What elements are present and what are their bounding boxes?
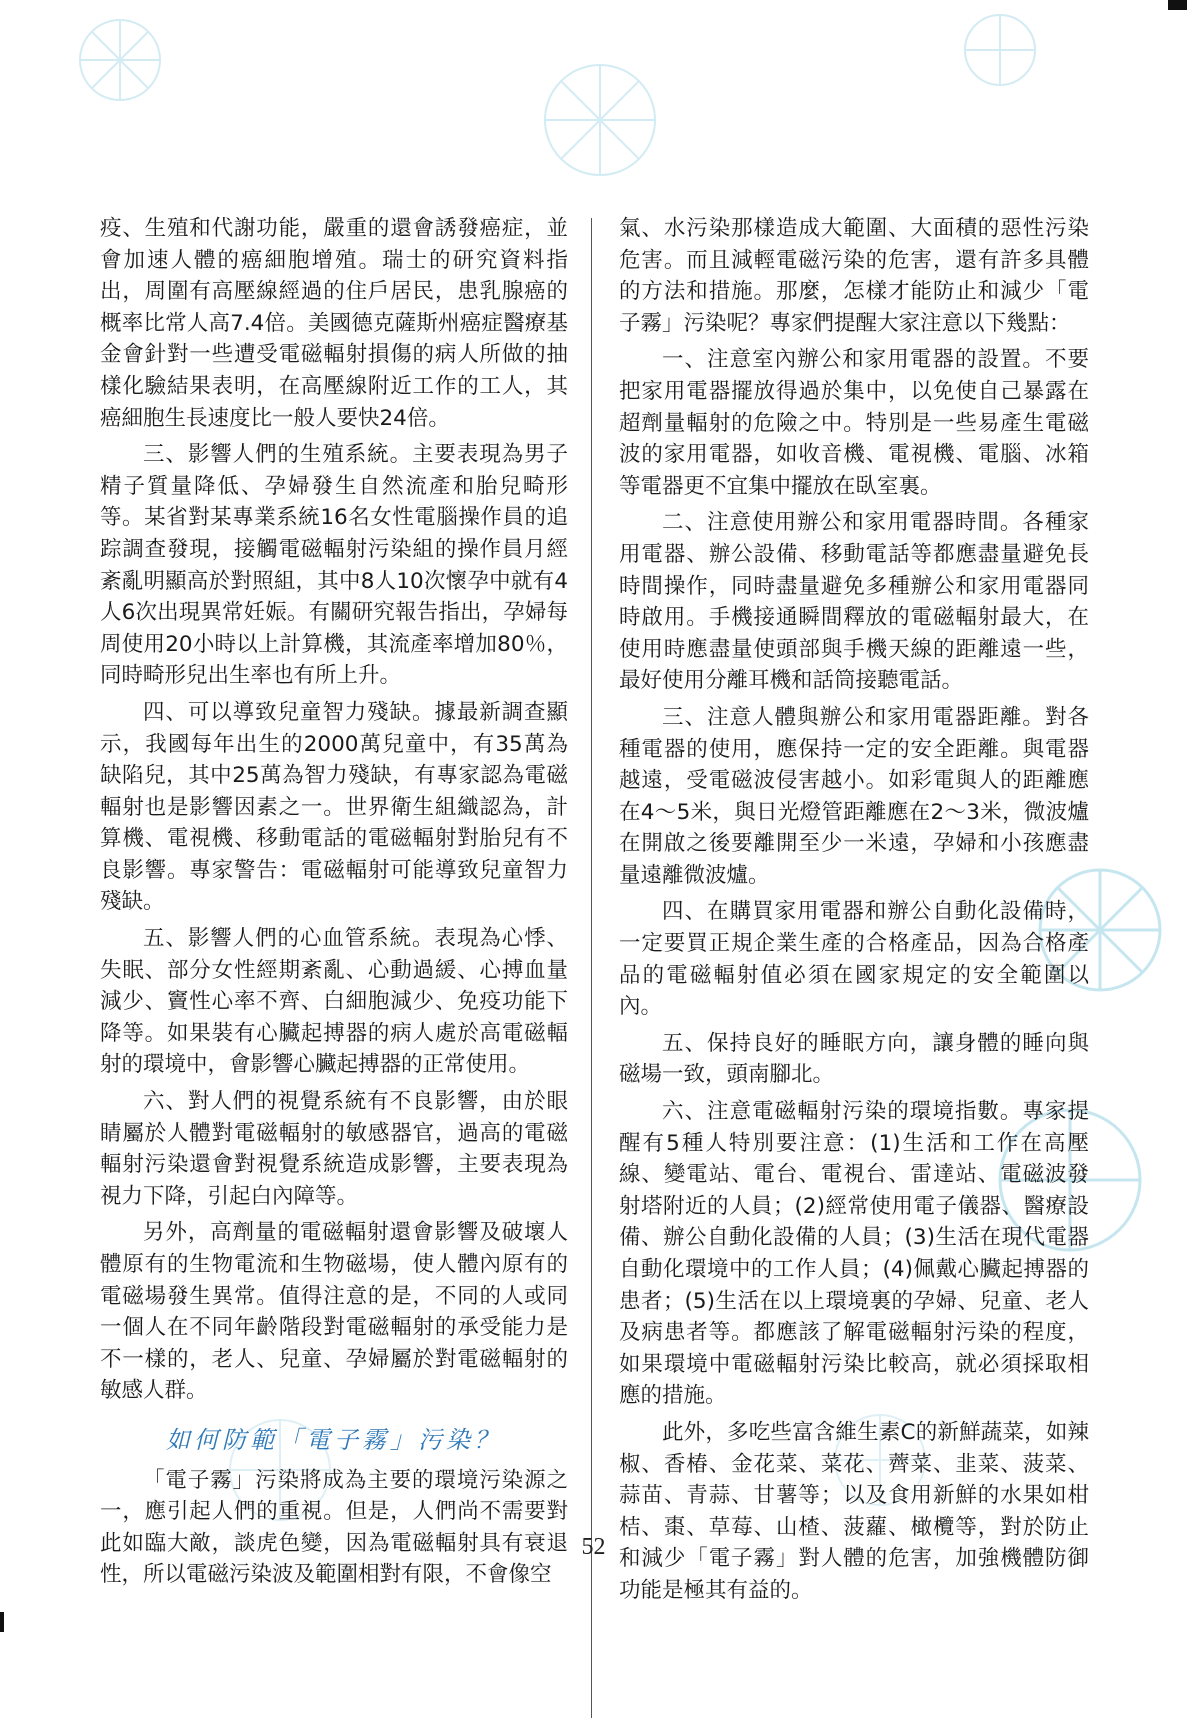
paragraph: 三、注意人體與辦公和家用電器距離。對各種電器的使用，應保持一定的安全距離。與電器越遠，受電磁波侵害越小。如彩電與人的距離應在4～5米，與日光燈管距離應在2～3米，微波爐在開啟之後要離開至少一米遠，孕婦和小孩應盡量遠離微波爐。 <box>619 704 1089 888</box>
corner-mark-top-right <box>1168 0 1187 10</box>
left-column <box>100 213 568 1596</box>
snowflake-decoration-top <box>0 0 1187 210</box>
corner-mark-bottom-left <box>0 1612 4 1632</box>
paragraph: 四、在購買家用電器和辦公自動化設備時，一定要買正規企業生產的合格產品，因為合格產品的電磁輻射值必須在國家規定的安全範圍以內。 <box>619 899 1089 1020</box>
paragraph: 「電子霧」污染將成為主要的環境污染源之一，應引起人們的重視。但是，人們尚不需要對此如臨大敵，談虎色變，因為電磁輻射具有衰退性，所以電磁污染波及範圍相對有限，不會像空 <box>100 1467 568 1588</box>
paragraph: 疫、生殖和代謝功能，嚴重的還會誘發癌症，並會加速人體的癌細胞增殖。瑞士的研究資料指出，周圍有高壓線經過的住戶居民，患乳腺癌的概率比常人高7.4倍。美國德克薩斯州癌症醫療基金會針對一些遭受電磁輻射損傷的病人所做的抽樣化驗結果表明，在高壓線附近工作的工人，其癌細胞生長速度比一般人要快24倍。 <box>100 216 568 431</box>
page-number: 52 <box>581 1534 606 1560</box>
paragraph: 五、影響人們的心血管系統。表現為心悸、失眠、部分女性經期紊亂、心動過緩、心搏血量減少、竇性心率不齊、白細胞減少、免疫功能下降等。如果裝有心臟起搏器的病人處於高電磁輻射的環境中，會影響心臟起搏器的正常使用。 <box>100 926 568 1078</box>
column-divider <box>591 218 592 1718</box>
paragraph: 氣、水污染那樣造成大範圍、大面積的惡性污染危害。而且減輕電磁污染的危害，還有許多具體的方法和措施。那麼，怎樣才能防止和減少「電子霧」污染呢？專家們提醒大家注意以下幾點： <box>619 216 1089 336</box>
section-heading: 如何防範「電子霧」污染？ <box>166 1425 502 1454</box>
paragraph: 此外，多吃些富含維生素C的新鮮蔬菜，如辣椒、香椿、金花菜、菜花、薺菜、韭菜、菠菜、蒜苗、青蒜、甘薯等；以及食用新鮮的水果如柑桔、棗、草莓、山楂、菠蘿、橄欖等，對於防止和減少「電子霧」對人體的危害，加強機體防御功能是極其有益的。 <box>619 1419 1089 1603</box>
paragraph: 五、保持良好的睡眠方向，讓身體的睡向與磁場一致，頭南腳北。 <box>619 1030 1089 1088</box>
paragraph: 三、影響人們的生殖系統。主要表現為男子精子質量降低、孕婦發生自然流產和胎兒畸形等。某省對某專業系統16名女性電腦操作員的追踪調查發現，接觸電磁輻射污染組的操作員月經紊亂明顯高於對照組，其中8人10次懷孕中就有4人6次出現異常妊娠。有關研究報告指出，孕婦每周使用20小時以上計算機，其流產率增加80％，同時畸形兒出生率也有所上升。 <box>100 442 568 689</box>
paragraph: 二、注意使用辦公和家用電器時間。各種家用電器、辦公設備、移動電話等都應盡量避免長時間操作，同時盡量避免多種辦公和家用電器同時啟用。手機接通瞬間釋放的電磁輻射最大，在使用時應盡量使頭部與手機天線的距離遠一些，最好使用分離耳機和話筒接聽電話。 <box>619 510 1089 694</box>
paragraph: 六、注意電磁輻射污染的環境指數。專家提醒有5種人特別要注意：(1)生活和工作在高壓線、變電站、電台、電視台、雷達站、電磁波發射塔附近的人員；(2)經常使用電子儀器、醫療設備、辦公自動化設備的人員；(3)生活在現代電器自動化環境中的工作人員；(4)佩戴心臟起搏器的患者；(5)生活在以上環境裏的孕婦、兒童、老人及病患者等。都應該了解電磁輻射污染的程度，如果環境中電磁輻射污染比較高，就必須採取相應的措施。 <box>619 1099 1089 1409</box>
paragraph: 另外，高劑量的電磁輻射還會影響及破壞人體原有的生物電流和生物磁場，使人體內原有的電磁場發生異常。值得注意的是，不同的人或同一個人在不同年齡階段對電磁輻射的承受能力是不一樣的，老人、兒童、孕婦屬於對電磁輻射的敏感人群。 <box>100 1220 568 1404</box>
paragraph: 四、可以導致兒童智力殘缺。據最新調查顯示，我國每年出生的2000萬兒童中，有35萬為缺陷兒，其中25萬為智力殘缺，有專家認為電磁輻射也是影響因素之一。世界衛生組織認為，計算機、電視機、移動電話的電磁輻射對胎兒有不良影響。專家警告：電磁輻射可能導致兒童智力殘缺。 <box>100 699 568 915</box>
paragraph: 六、對人們的視覺系統有不良影響，由於眼睛屬於人體對電磁輻射的敏感器官，過高的電磁輻射污染還會對視覺系統造成影響，主要表現為視力下降，引起白內障等。 <box>100 1089 568 1209</box>
paragraph: 一、注意室內辦公和家用電器的設置。不要把家用電器擺放得過於集中，以免使自己暴露在超劑量輻射的危險之中。特別是一些易產生電磁波的家用電器，如收音機、電視機、電腦、冰箱等電器更不宜集中擺放在臥室裏。 <box>619 347 1089 499</box>
right-column <box>619 213 1089 1612</box>
